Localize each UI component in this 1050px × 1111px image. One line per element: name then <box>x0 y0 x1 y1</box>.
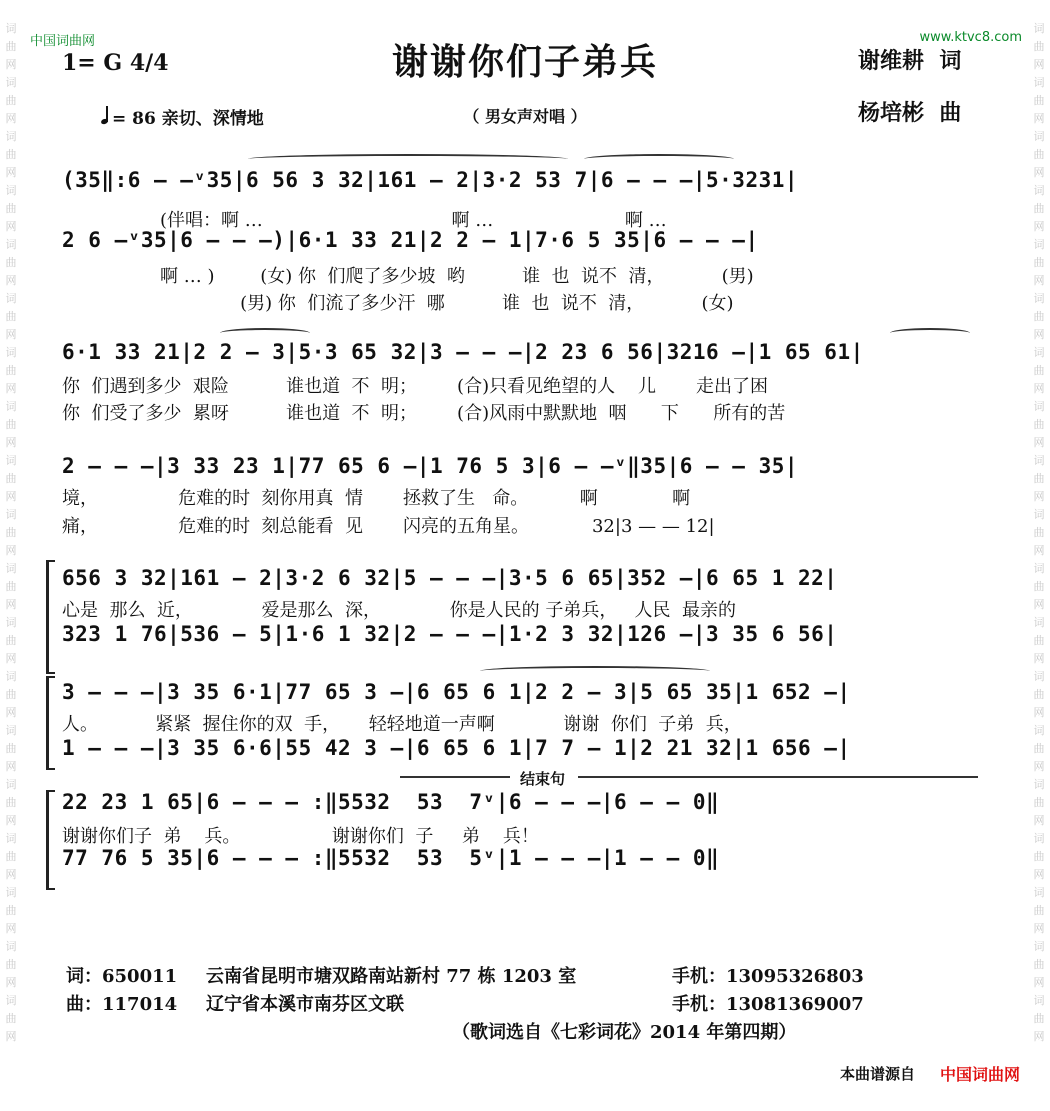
lyricist-address: 云南省昆明市塘双路南站新村 77 栋 1203 室 <box>206 966 577 987</box>
qu-phone: 13081369007 <box>726 994 864 1015</box>
composer-credit: 杨培彬 曲 <box>858 100 962 126</box>
score-line-1-lyrics: (伴唱：啊 … 啊 … 啊 … <box>160 210 667 231</box>
key-signature: 1= G 4/4 <box>62 50 169 76</box>
slur-mark <box>480 666 710 676</box>
qu-phone-label: 手机： <box>672 994 726 1015</box>
score-line-6-lyrics: 人。 紧紧 握住你的双 手， 轻轻地道一声啊 谢谢 你们 子弟 兵， <box>62 714 742 735</box>
composer-contact <box>66 990 177 1016</box>
performance-note: （ 男女声对唱 ） <box>463 107 587 126</box>
score-line-3-notes: 6·1 33 21|2 2 — 3|5·3 65 32|3 — — —|2 23 6 56|3216 —|1 65 61| <box>62 340 864 364</box>
lyricist-credit: 谢维耕 词 <box>858 48 962 74</box>
ci-label: 词： <box>66 966 102 987</box>
composer-address: 辽宁省本溪市南芬区文联 <box>206 994 404 1015</box>
score-line-6-notes: 3 — — —|3 35 6·1|77 65 3 —|6 65 6 1|2 2 — 3|5 65 35|1 652 —| <box>62 680 851 704</box>
ending-label: 结束句 <box>520 770 566 788</box>
origin-site-link[interactable]: 中国词曲网 <box>939 1065 1020 1084</box>
score-line-2-notes: 2 6 —ᵛ35|6 — — —)|6·1 33 21|2 2 — 1|7·6 5 35|6 — — —| <box>62 228 759 252</box>
score-line-5-lower-notes: 323 1 76|536 — 5|1·6 1 32|2 — — —|1·2 3 32|126 —|3 35 6 56| <box>62 622 838 646</box>
score-line-4-notes: 2 — — —|3 33 23 1|77 65 6 —|1 76 5 3|6 — —ᵛ‖35|6 — — 35| <box>62 454 799 478</box>
system-bracket <box>46 790 55 890</box>
slur-mark <box>220 328 310 338</box>
slur-mark <box>584 154 734 164</box>
lyricist-phone <box>672 962 864 988</box>
score-line-7-lower-notes: 77 76 5 35|6 — — — :‖5532 53 5ᵛ|1 — — —|1 — — 0‖ <box>62 846 720 870</box>
site-url-right[interactable]: www.ktvc8.com <box>919 30 1022 45</box>
tempo-text: = 86 亲切、深情地 <box>112 109 264 129</box>
score-line-5-lyrics: 心是 那么 近， 爱是那么 深， 你是人民的 子弟兵， 人民 最亲的 <box>62 600 736 621</box>
source-note: （歌词选自《七彩词花》2014 年第四期） <box>452 1022 797 1043</box>
score-line-7-lyrics: 谢谢你们子 弟 兵。 谢谢你们 子 弟 兵！ <box>62 826 539 847</box>
ending-bracket-line <box>578 776 978 778</box>
score-line-4-lyrics-b: 痛， 危难的时 刻总能看 见 闪亮的五角星。 32|3 — — 12| <box>62 516 715 537</box>
origin-label: 本曲谱源自 <box>839 1065 915 1083</box>
score-line-5-notes: 656 3 32|161 — 2|3·2 6 32|5 — — —|3·5 6 65|352 —|6 65 1 22| <box>62 566 838 590</box>
score-line-3-lyrics-a: 你 们遇到多少 艰险 谁也道 不 明； (合)只看见绝望的人 儿 走出了困 <box>62 376 769 397</box>
watermark-right: 词曲网词曲网词曲网词曲网词曲网词曲网词曲网词曲网词曲网词曲网词曲网词曲网词曲网词曲网词曲网词曲网词曲网词曲网词曲网 <box>1033 22 1045 1043</box>
score-line-3-lyrics-b: 你 们受了多少 累呀 谁也道 不 明； (合)风雨中默默地 咽 下 所有的苦 <box>62 403 786 424</box>
ending-bracket-line <box>400 776 510 778</box>
score-line-2-lyrics-a: 啊 … ) (女) 你 们爬了多少坡 哟 谁 也 说不 清， (男) <box>160 266 754 287</box>
watermark-left: 词曲网词曲网词曲网词曲网词曲网词曲网词曲网词曲网词曲网词曲网词曲网词曲网词曲网词曲网词曲网词曲网词曲网词曲网词曲网 <box>5 22 17 1043</box>
score-line-4-lyrics-a: 境， 危难的时 刻你用真 情 拯救了生 命。 啊 啊 <box>62 488 691 509</box>
ci-phone-label: 手机： <box>672 966 726 987</box>
slur-mark <box>248 154 568 164</box>
lyricist-contact <box>66 962 177 988</box>
score-line-7-notes: 22 23 1 65|6 — — — :‖5532 53 7ᵛ|6 — — —|6 — — 0‖ <box>62 790 720 814</box>
ci-phone: 13095326803 <box>726 966 864 987</box>
system-bracket <box>46 676 55 770</box>
composer-phone <box>672 990 864 1016</box>
song-title: 谢谢你们子弟兵 <box>391 41 658 83</box>
system-bracket <box>46 560 55 674</box>
score-line-2-lyrics-b: (男) 你 们流了多少汗 哪 谁 也 说不 清， (女) <box>160 293 734 314</box>
slur-mark <box>890 328 970 338</box>
score-line-1-notes: (35‖:6 — —ᵛ35|6 56 3 32|161 — 2|3·2 53 7|6 — — —|5·3231| <box>62 168 799 192</box>
qu-label: 曲： <box>66 994 102 1015</box>
qu-zip: 117014 <box>102 994 178 1015</box>
site-label-left[interactable]: 中国词曲网 <box>30 34 96 49</box>
score-line-6-lower-notes: 1 — — —|3 35 6·6|55 42 3 —|6 65 6 1|7 7 — 1|2 21 32|1 656 —| <box>62 736 851 760</box>
ci-zip: 650011 <box>102 966 178 987</box>
